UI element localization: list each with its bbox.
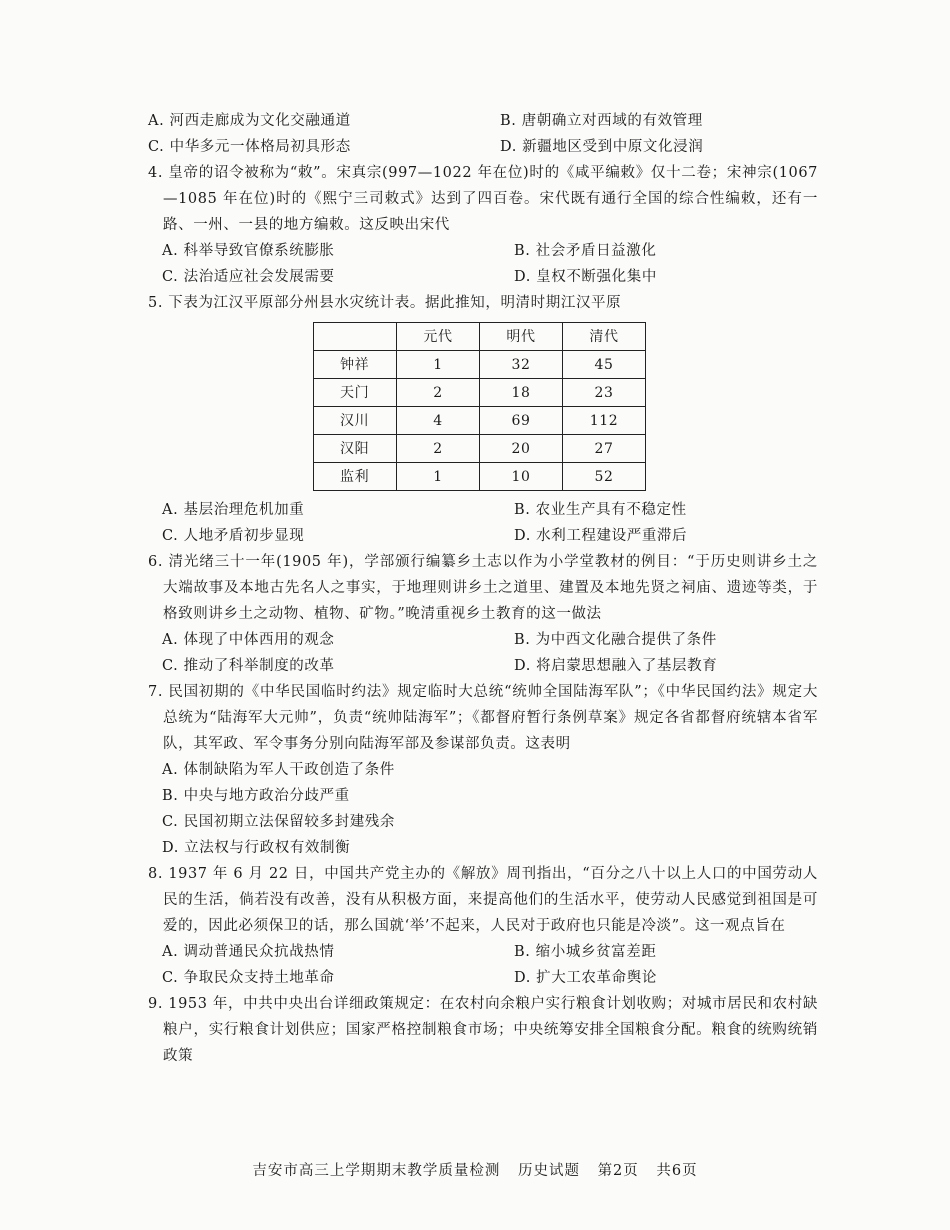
q5-option-c: C. 人地矛盾初步显现 — [162, 528, 305, 544]
table-cell: 52 — [563, 463, 646, 491]
q4-option-a: A. 科举导致官僚系统膨胀 — [162, 243, 335, 259]
question-7 — [148, 679, 818, 757]
q4-option-c: C. 法治适应社会发展需要 — [162, 269, 335, 285]
question-9 — [148, 991, 818, 1069]
table-cell: 1 — [397, 351, 480, 379]
q4-options — [148, 238, 818, 290]
q5-option-d: D. 水利工程建设严重滞后 — [514, 528, 688, 544]
q8-option-a: A. 调动普通民众抗战热情 — [162, 944, 335, 960]
q5-options — [148, 497, 818, 549]
q8-option-b: B. 缩小城乡贫富差距 — [514, 944, 657, 960]
table-cell: 23 — [563, 379, 646, 407]
q6-options — [148, 627, 818, 679]
q7-options — [148, 757, 818, 861]
table-header-cell: 清代 — [563, 323, 646, 351]
table-cell: 69 — [480, 407, 563, 435]
table-cell: 18 — [480, 379, 563, 407]
q8-option-d: D. 扩大工农革命舆论 — [514, 970, 657, 986]
q8-options — [148, 939, 818, 991]
page-footer — [0, 1159, 950, 1180]
question-5 — [148, 290, 818, 316]
q6-option-a: A. 体现了中体西用的观念 — [162, 632, 335, 648]
q6-option-b: B. 为中西文化融合提供了条件 — [514, 632, 717, 648]
q8-option-c: C. 争取民众支持土地革命 — [162, 970, 335, 986]
table-row — [314, 463, 646, 491]
question-7-stem: 7. 民国初期的《中华民国临时约法》规定临时大总统“统帅全国陆海军队”；《中华民国约法》规定大总统为“陆海军大元帅”，负责“统帅陆海军”；《都督府暂行条例草案》规定各省都督府统辖本省军队，其军政、军令事务分别向陆海军部及参谋部负责。这表明 — [148, 684, 818, 752]
question-8-stem: 8. 1937 年 6 月 22 日，中国共产党主办的《解放》周刊指出，“百分之八十以上人口的中国劳动人民的生活，倘若没有改善，没有从积极方面，来提高他们的生活水平，使劳动人民感觉到祖国是可爱的，因此必须保卫的话，那么国就‘举’不起来，人民对于政府也只能是冷淡”。这一观点旨在 — [148, 866, 818, 934]
exam-content — [148, 108, 818, 1069]
table-row — [314, 435, 646, 463]
table-cell: 1 — [397, 463, 480, 491]
q3-option-d: D. 新疆地区受到中原文化浸润 — [500, 139, 704, 155]
table-row — [314, 379, 646, 407]
q7-option-d: D. 立法权与行政权有效制衡 — [162, 840, 351, 856]
table-row — [314, 351, 646, 379]
q7-option-a: A. 体制缺陷为军人干政创造了条件 — [162, 762, 395, 778]
q6-option-d: D. 将启蒙思想融入了基层教育 — [514, 658, 718, 674]
table-cell: 32 — [480, 351, 563, 379]
question-5-stem: 5. 下表为江汉平原部分州县水灾统计表。据此推知，明清时期江汉平原 — [148, 295, 622, 311]
question-4-stem: 4. 皇帝的诏令被称为“敕”。宋真宗(997—1022 年在位)时的《咸平编敕》仅十二卷；宋神宗(1067—1085 年在位)时的《熙宁三司敕式》达到了四百卷。宋代既有通行全国的综合性编敕，还有一路、一州、一县的地方编敕。这反映出宋代 — [148, 165, 818, 233]
table-cell: 10 — [480, 463, 563, 491]
table-header-row — [314, 323, 646, 351]
table-cell: 2 — [397, 379, 480, 407]
table-cell: 钟祥 — [314, 351, 397, 379]
table-cell: 监利 — [314, 463, 397, 491]
table-header-cell: 元代 — [397, 323, 480, 351]
table-header-cell: 明代 — [480, 323, 563, 351]
q3-option-c: C. 中华多元一体格局初具形态 — [148, 139, 351, 155]
question-9-stem: 9. 1953 年，中共中央出台详细政策规定：在农村向余粮户实行粮食计划收购；对城市居民和农村缺粮户，实行粮食计划供应；国家严格控制粮食市场；中央统筹安排全国粮食分配。粮食的统购统销政策 — [148, 996, 818, 1064]
q4-option-d: D. 皇权不断强化集中 — [514, 269, 657, 285]
q3-option-b: B. 唐朝确立对西域的有效管理 — [500, 113, 703, 129]
table-header-cell — [314, 323, 397, 351]
flood-statistics-table — [313, 322, 646, 491]
q6-option-c: C. 推动了科举制度的改革 — [162, 658, 335, 674]
table-cell: 20 — [480, 435, 563, 463]
footer-subject: 历史试题 — [517, 1163, 580, 1179]
q3-option-a: A. 河西走廊成为文化交融通道 — [148, 113, 351, 129]
q4-option-b: B. 社会矛盾日益激化 — [514, 243, 657, 259]
table-cell: 27 — [563, 435, 646, 463]
question-8 — [148, 861, 818, 939]
q7-option-b: B. 中央与地方政治分歧严重 — [162, 788, 350, 804]
q5-option-b: B. 农业生产具有不稳定性 — [514, 502, 687, 518]
table-cell: 天门 — [314, 379, 397, 407]
table-cell: 汉阳 — [314, 435, 397, 463]
table-row — [314, 407, 646, 435]
question-4 — [148, 160, 818, 238]
q7-option-c: C. 民国初期立法保留较多封建残余 — [162, 814, 395, 830]
footer-school: 吉安市高三上学期期末教学质量检测 — [252, 1163, 501, 1179]
question-6-stem: 6. 清光绪三十一年(1905 年)，学部颁行编纂乡土志以作为小学堂教材的例目：“于历史则讲乡土之大端故事及本地古先名人之事实，于地理则讲乡土之道里、建置及本地先贤之祠庙、遗迹等类，于格致则讲乡土之动物、植物、矿物。”晚清重视乡土教育的这一做法 — [148, 554, 818, 622]
footer-page: 第2页 — [597, 1163, 639, 1179]
footer-total: 共6页 — [656, 1163, 698, 1179]
table-cell: 4 — [397, 407, 480, 435]
q5-option-a: A. 基层治理危机加重 — [162, 502, 305, 518]
table-cell: 汉川 — [314, 407, 397, 435]
table-cell: 45 — [563, 351, 646, 379]
table-cell: 2 — [397, 435, 480, 463]
table-cell: 112 — [563, 407, 646, 435]
q3-options — [148, 108, 818, 160]
question-6 — [148, 549, 818, 627]
